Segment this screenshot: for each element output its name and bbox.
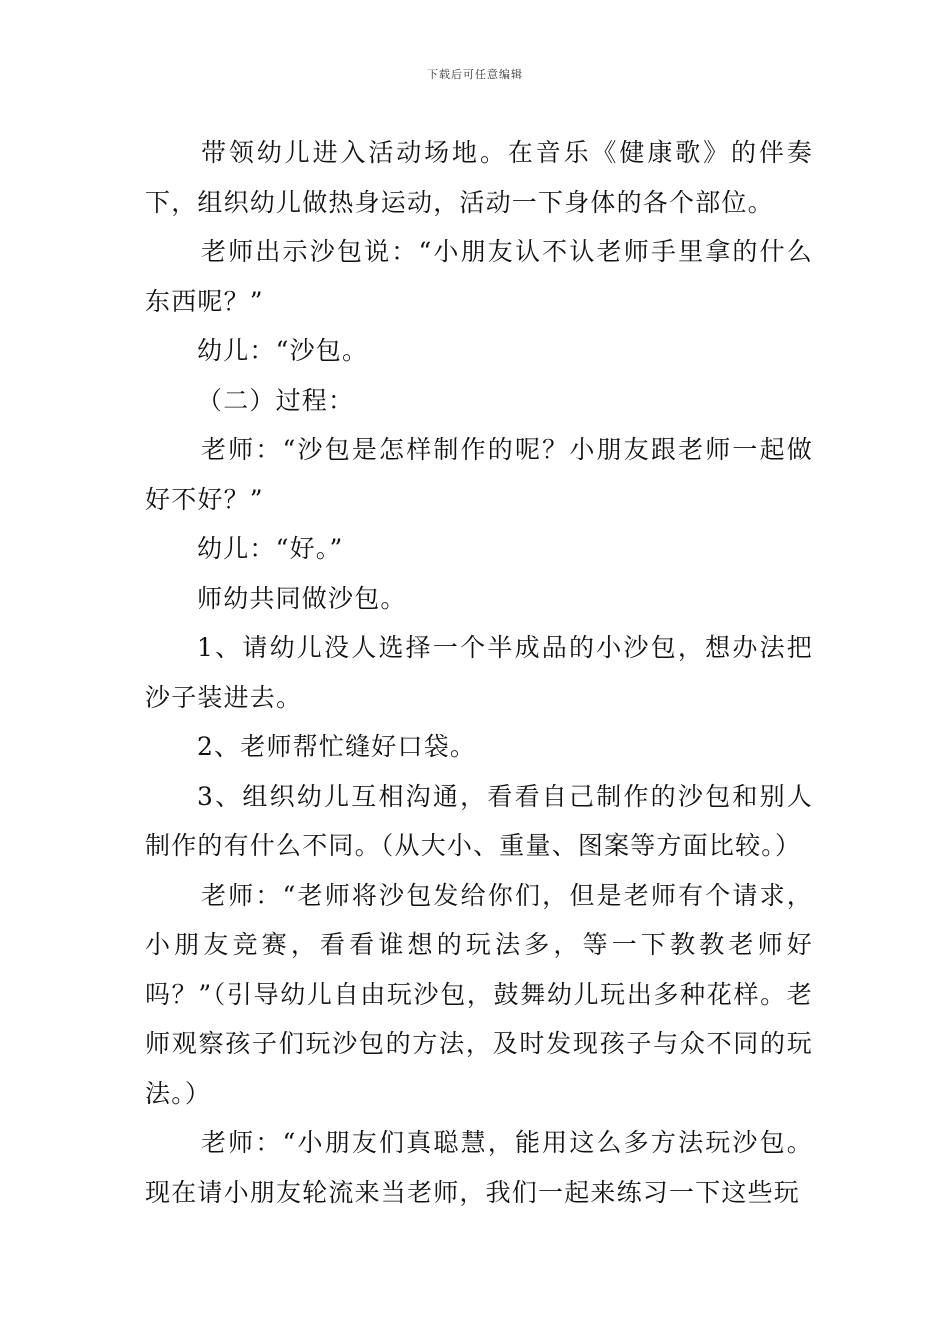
paragraph: 老师：“沙包是怎样制作的呢？小朋友跟老师一起做好不好？” — [145, 435, 813, 514]
section-heading: （二）过程： — [197, 385, 355, 415]
paragraph: 幼儿：“沙包。 — [197, 336, 369, 365]
list-item: 3、组织幼儿互相沟通，看看自己制作的沙包和别人制作的有什么不同。（从大小、重量、图案等方面比较。） — [145, 781, 813, 860]
list-item: 1、请幼儿没人选择一个半成品的小沙包，想办法把沙子装进去。 — [145, 633, 813, 712]
header-note: 下载后可任意编辑 — [427, 68, 523, 81]
paragraph: 师幼共同做沙包。 — [197, 583, 407, 613]
list-item: 2、老师帮忙缝好口袋。 — [197, 732, 477, 761]
document-body — [145, 128, 813, 1217]
paragraph: 幼儿：“好。” — [197, 534, 344, 563]
paragraph: 带领幼儿进入活动场地。在音乐《健康歌》的伴奏下，组织幼儿做热身运动，活动一下身体的各个部位。 — [145, 138, 813, 217]
paragraph: 老师出示沙包说：“小朋友认不认老师手里拿的什么东西呢？” — [145, 237, 813, 316]
paragraph: 老师：“小朋友们真聪慧，能用这么多方法玩沙包。现在请小朋友轮流来当老师，我们一起来练习一下这些玩 — [145, 1128, 813, 1207]
paragraph: 老师：“老师将沙包发给你们，但是老师有个请求，小朋友竞赛，看看谁想的玩法多，等一下教教老师好吗？”（引导幼儿自由玩沙包，鼓舞幼儿玩出多种花样。老师观察孩子们玩沙包的方法，及时发现孩子与众不同的玩法。） — [145, 880, 813, 1108]
